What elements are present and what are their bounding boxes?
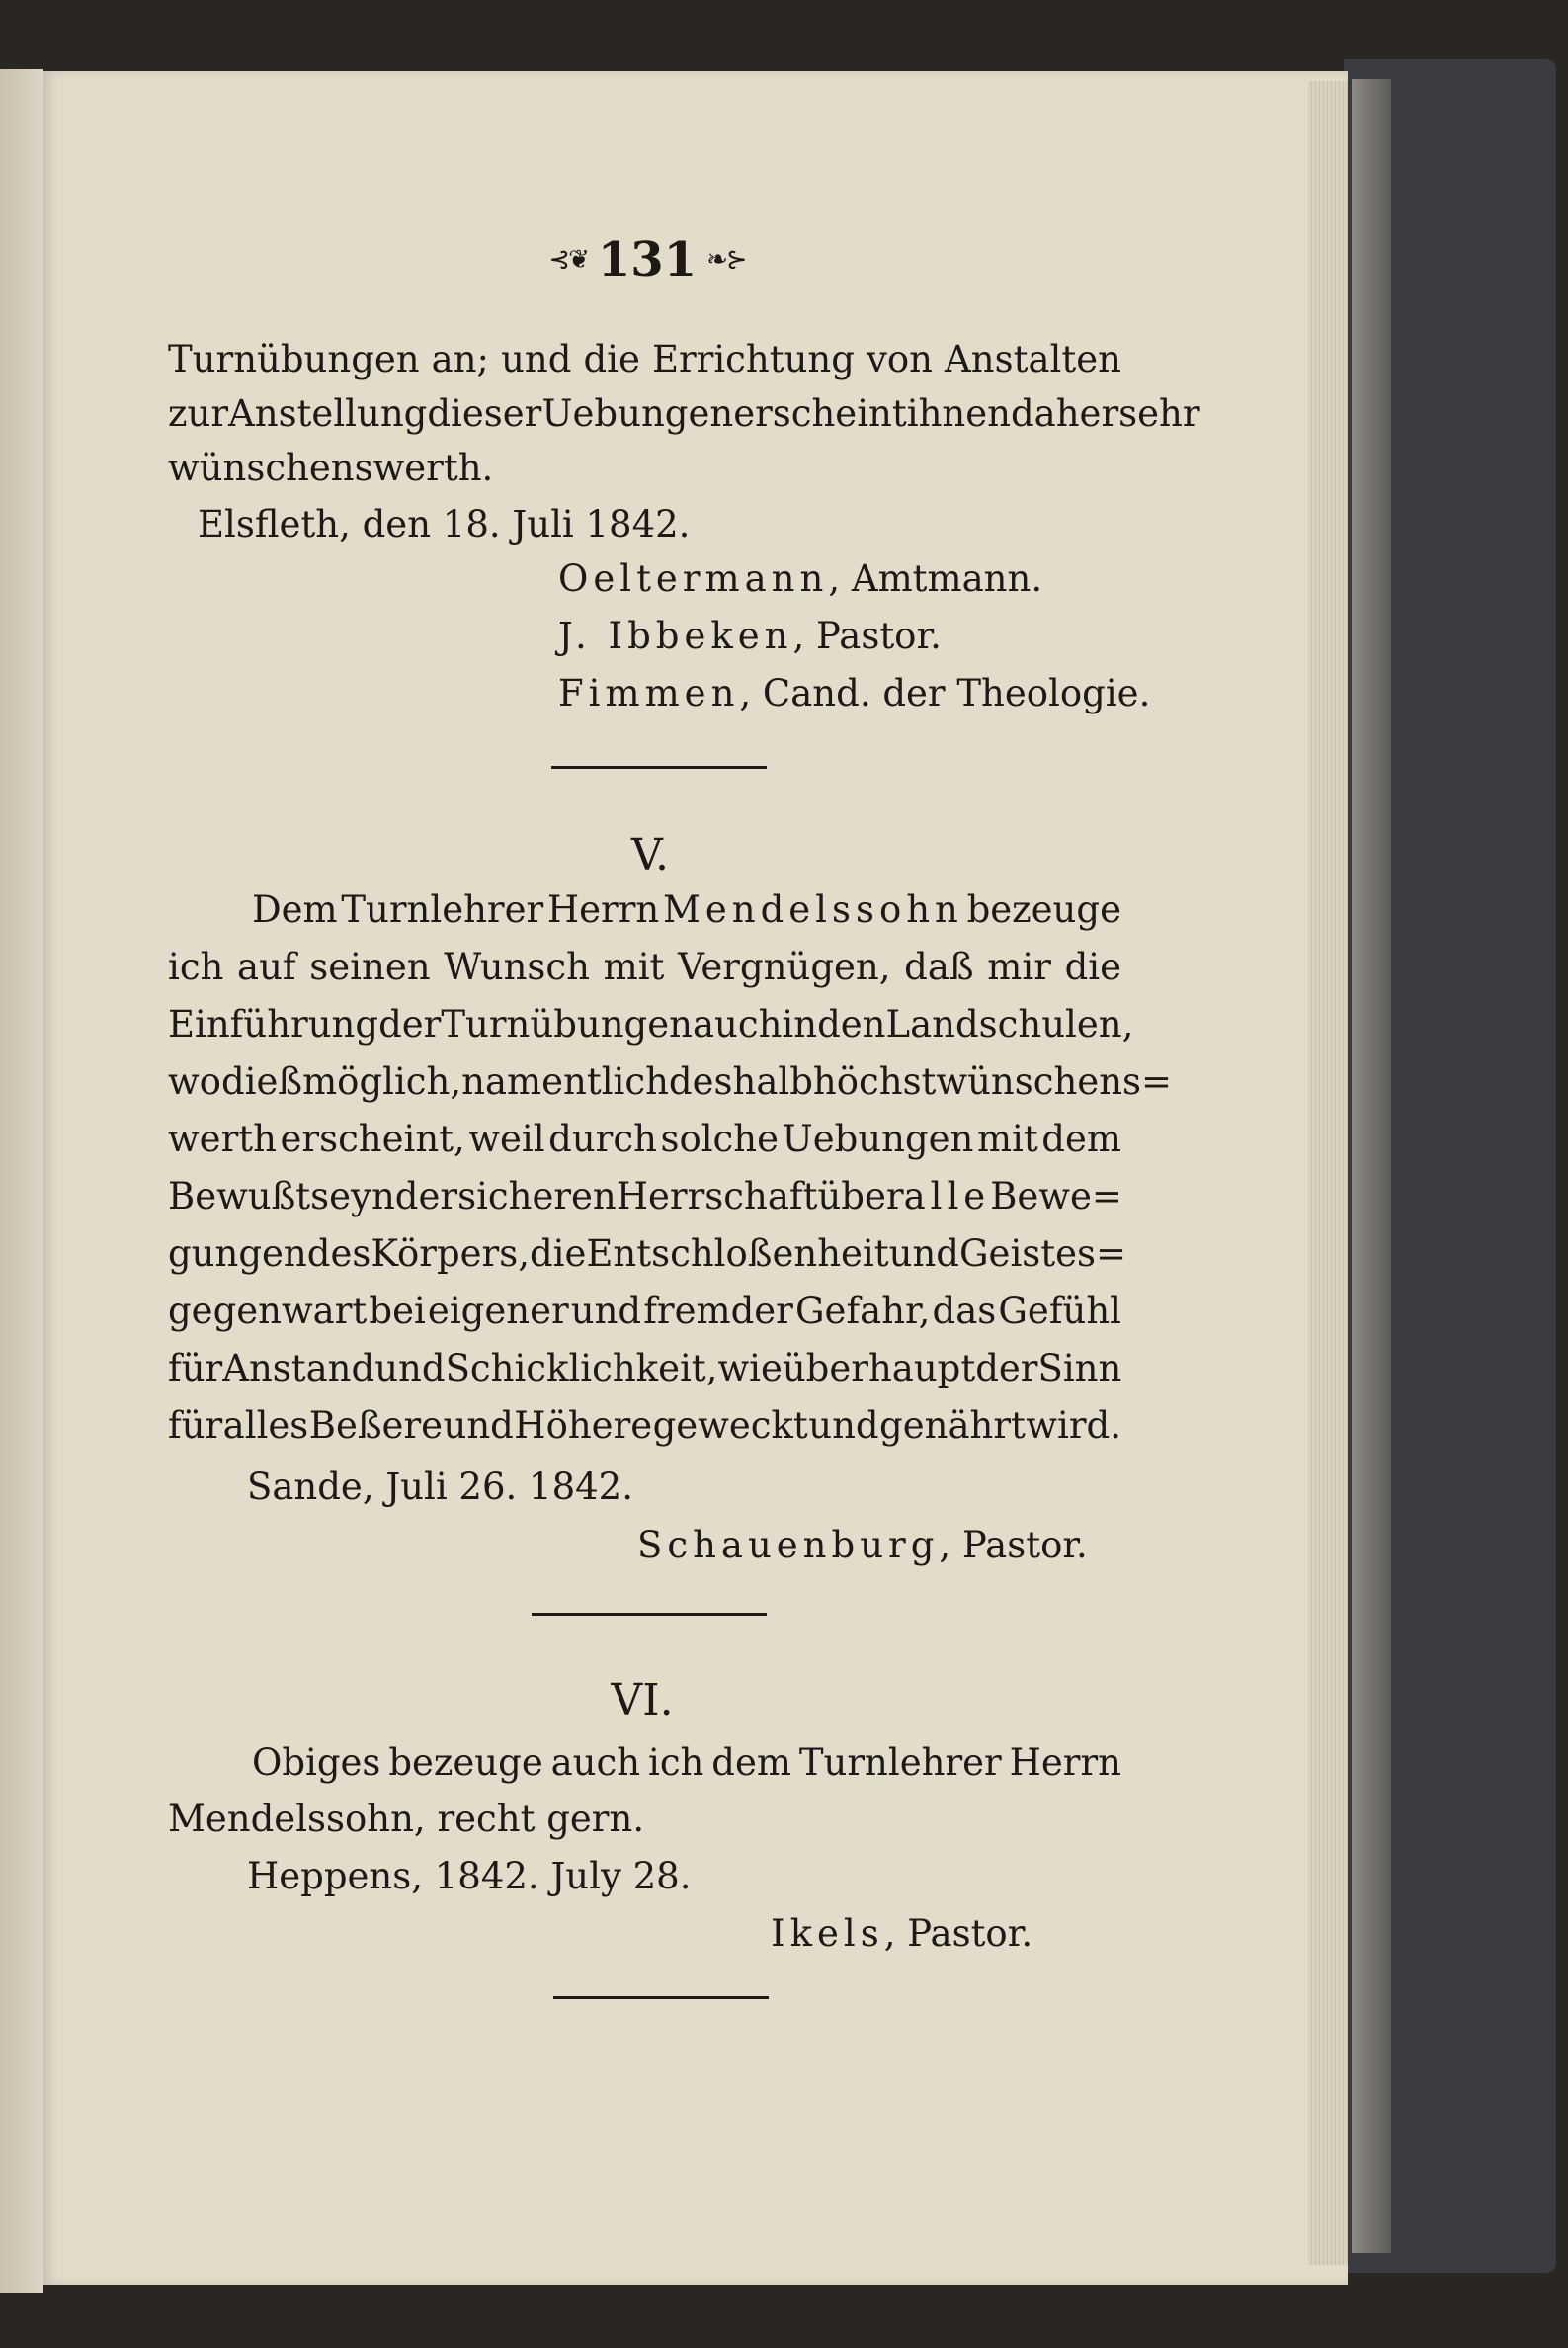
word: bei: [369, 1290, 426, 1332]
word: über: [817, 1175, 904, 1217]
word: wird.: [1026, 1404, 1121, 1447]
word: ich: [168, 946, 224, 988]
signature-name: Schauenburg: [637, 1524, 940, 1566]
word: und: [570, 1290, 642, 1332]
s5-line-7: [168, 1232, 1127, 1275]
word: auf: [237, 946, 296, 988]
word: dieß: [220, 1060, 303, 1103]
word: erscheint: [733, 392, 907, 435]
word: der: [394, 1175, 458, 1217]
word: des: [306, 1232, 371, 1275]
s6-signature: [771, 1912, 1033, 1955]
word: auch: [550, 1741, 641, 1784]
word: von: [866, 338, 933, 380]
word: fremder: [643, 1290, 793, 1332]
word: überhaupt: [782, 1347, 976, 1389]
word: Gefühl: [998, 1290, 1121, 1332]
word: wo: [168, 1060, 221, 1103]
word: Errichtung: [651, 338, 855, 380]
word: Landschulen,: [885, 1003, 1134, 1046]
word: genährt: [879, 1404, 1026, 1447]
section-divider: [532, 1613, 767, 1616]
section-divider: [551, 766, 767, 769]
word: Geistes=: [959, 1232, 1127, 1275]
cover-edge: [1352, 79, 1391, 2253]
word: die: [529, 1232, 587, 1275]
word: bezeuge: [966, 888, 1121, 931]
signature-3: [558, 672, 1151, 714]
word: Schicklichkeit,: [445, 1347, 718, 1389]
word: daher: [1010, 392, 1119, 435]
word: Bewußtseyn: [168, 1175, 395, 1217]
word: höchst: [812, 1060, 937, 1103]
word: gegenwart: [168, 1290, 368, 1332]
s6-line-2: Mendelssohn, recht gern.: [168, 1798, 645, 1840]
word: seinen: [309, 946, 431, 988]
word: Sinn: [1037, 1347, 1122, 1389]
word: geweckt: [652, 1404, 808, 1447]
signature-name: Fimmen: [558, 672, 740, 714]
word: mir: [987, 946, 1051, 988]
word: mit: [603, 946, 665, 988]
word: der: [378, 1003, 442, 1046]
word: Herrn: [546, 888, 660, 931]
signature-title: , Amtmann.: [828, 557, 1043, 600]
word: durch: [548, 1118, 657, 1160]
word: Anstellung: [228, 392, 428, 435]
word: ich: [647, 1741, 704, 1784]
word: Wunsch: [444, 946, 590, 988]
word: mit: [976, 1118, 1038, 1160]
signature-2: [558, 615, 942, 657]
word: Einführung: [168, 1003, 379, 1046]
word: solche: [660, 1118, 779, 1160]
s5-line-9: [168, 1347, 1122, 1389]
word: gungen: [168, 1232, 307, 1275]
word: erscheint,: [280, 1118, 465, 1160]
word: für: [168, 1404, 223, 1447]
word: zur: [168, 392, 229, 435]
word: und: [808, 1404, 879, 1447]
para1-line-1: [168, 338, 1121, 380]
s5-line-1: [252, 888, 1121, 931]
word: Beßere: [308, 1404, 444, 1447]
word: wünschens=: [936, 1060, 1173, 1103]
word: Mendelssohn: [662, 888, 963, 931]
word: und: [501, 338, 572, 380]
page-stack-edge: [1308, 81, 1348, 2265]
para1-line-3: wünschenswerth.: [168, 447, 494, 489]
word: Obiges: [252, 1741, 381, 1784]
word: Anstalten: [945, 338, 1121, 380]
page-header: [504, 232, 790, 288]
word: namentlich: [461, 1060, 669, 1103]
word: werth: [168, 1118, 277, 1160]
section-numeral: VI.: [611, 1675, 674, 1725]
word: auch: [692, 1003, 783, 1046]
word: und: [443, 1404, 514, 1447]
signature-1: [558, 557, 1043, 600]
word: Turnübungen: [441, 1003, 693, 1046]
word: Körpers,: [371, 1232, 530, 1275]
s6-line-1: [252, 1741, 1121, 1784]
word: Turnlehrer: [798, 1741, 1002, 1784]
para1-line-2: [168, 392, 1200, 435]
s5-line-5: [168, 1118, 1121, 1160]
word: ihnen: [906, 392, 1011, 435]
word: bezeuge: [388, 1741, 543, 1784]
word: alles: [222, 1404, 309, 1447]
word: Turnlehrer: [341, 888, 544, 931]
word: sicheren: [457, 1175, 617, 1217]
word: dieser: [427, 392, 542, 435]
s5-date: Sande, Juli 26. 1842.: [247, 1466, 633, 1508]
word: Bewe=: [990, 1175, 1122, 1217]
signature-name: Ikels: [771, 1912, 884, 1955]
word: die: [583, 338, 640, 380]
word: Vergnügen,: [678, 946, 891, 988]
word: Entschloßenheit: [586, 1232, 889, 1275]
s5-line-6: [168, 1175, 1122, 1217]
word: Herrschaft: [616, 1175, 818, 1217]
s6-date: Heppens, 1842. July 28.: [247, 1855, 692, 1897]
word: weil: [468, 1118, 545, 1160]
word: dem: [1041, 1118, 1121, 1160]
word: und: [888, 1232, 959, 1275]
signature-name: Oeltermann: [558, 557, 829, 600]
word: wie: [717, 1347, 783, 1389]
word: deshalb: [668, 1060, 813, 1103]
signature-title: , Pastor.: [883, 1912, 1033, 1955]
s5-line-10: [168, 1404, 1121, 1447]
signature-name: J. Ibbeken: [558, 615, 793, 657]
right-ornament-icon: ❧⊱: [706, 245, 746, 275]
word: in: [782, 1003, 818, 1046]
para1-date: Elsfleth, den 18. Juli 1842.: [198, 503, 691, 545]
previous-page-edge: [0, 69, 43, 2293]
word: das: [932, 1290, 997, 1332]
word: Turnübungen: [168, 338, 420, 380]
word: Dem: [252, 888, 338, 931]
section-divider: [553, 1996, 769, 1999]
s5-line-4: [168, 1060, 1173, 1103]
s5-line-3: [168, 1003, 1134, 1046]
word: für: [168, 1347, 223, 1389]
word: Höhere: [514, 1404, 653, 1447]
word: Uebungen: [541, 392, 734, 435]
word: eigener: [427, 1290, 569, 1332]
word: sehr: [1118, 392, 1200, 435]
left-ornament-icon: ⊰❦: [548, 245, 588, 275]
signature-title: , Pastor.: [939, 1524, 1088, 1566]
s5-line-8: [168, 1290, 1121, 1332]
word: Uebungen: [782, 1118, 974, 1160]
word: an;: [431, 338, 490, 380]
word: Herrn: [1009, 1741, 1121, 1784]
signature-title: , Pastor.: [792, 615, 942, 657]
page-number: 131: [597, 232, 698, 288]
s5-line-2: [168, 946, 1121, 988]
section-numeral: V.: [630, 830, 670, 880]
word: die: [1064, 946, 1121, 988]
s5-signature: [637, 1524, 1088, 1566]
word: und: [374, 1347, 446, 1389]
word: dem: [711, 1741, 791, 1784]
word: der: [975, 1347, 1038, 1389]
word: den: [817, 1003, 886, 1046]
word: möglich,: [302, 1060, 462, 1103]
word: Anstand: [222, 1347, 375, 1389]
signature-title: , Cand. der Theologie.: [739, 672, 1151, 714]
word: Gefahr,: [794, 1290, 931, 1332]
word: alle: [903, 1175, 991, 1217]
word: daß: [904, 946, 974, 988]
